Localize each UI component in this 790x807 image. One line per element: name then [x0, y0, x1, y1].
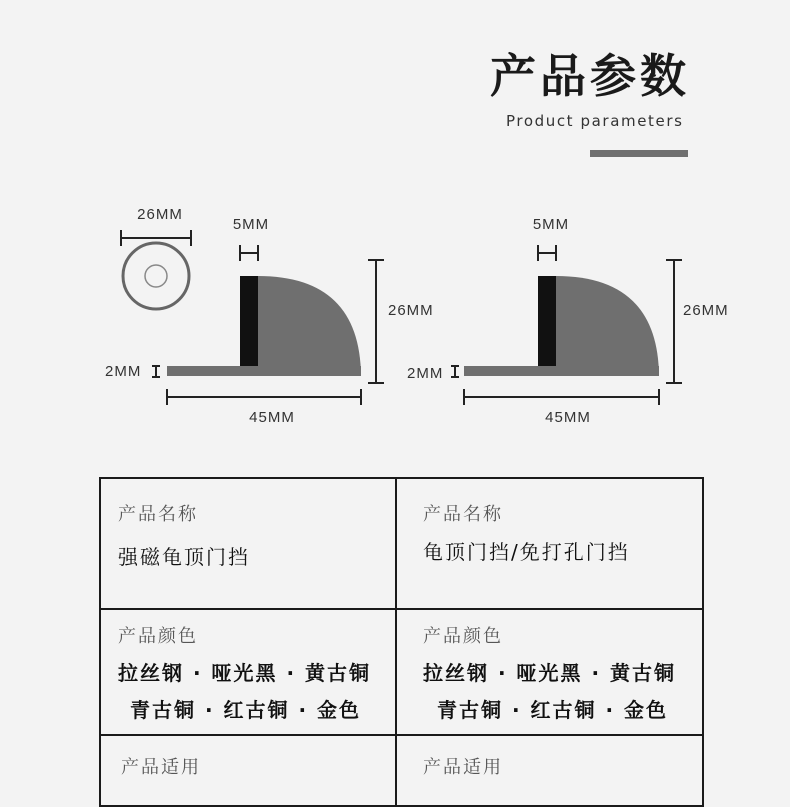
color-label-right: 产品颜色	[423, 626, 503, 647]
color-label-left: 产品颜色	[118, 626, 198, 647]
right-thickness-label: 5MM	[532, 216, 570, 233]
right-height-label: 26MM	[683, 302, 729, 319]
left-profile	[105, 216, 434, 426]
top-view-circle	[121, 206, 191, 309]
table-row-divider	[99, 734, 704, 736]
right-base-label: 2MM	[407, 365, 444, 382]
right-length-label: 45MM	[545, 409, 591, 426]
name-label-right: 产品名称	[423, 504, 503, 525]
color-line2-right: 青古铜 · 红古铜 · 金色	[437, 698, 669, 722]
table-row-divider	[99, 608, 704, 610]
color-line2-left: 青古铜 · 红古铜 · 金色	[130, 698, 362, 722]
left-height-label: 26MM	[388, 302, 434, 319]
color-line1-right: 拉丝钢 · 哑光黑 · 黄古铜	[423, 661, 677, 685]
left-thickness-label: 5MM	[232, 216, 270, 233]
left-base-label: 2MM	[105, 363, 142, 380]
right-profile	[407, 216, 729, 426]
left-length-label: 45MM	[249, 409, 295, 426]
table-column-divider	[395, 477, 397, 807]
name-value-left: 强磁龟顶门挡	[118, 545, 250, 569]
name-value-right: 龟顶门挡/免打孔门挡	[423, 540, 630, 564]
circle-diameter-label: 26MM	[137, 206, 183, 223]
page-subtitle: Product parameters	[506, 112, 684, 130]
usage-label-left: 产品适用	[121, 757, 201, 778]
color-line1-left: 拉丝钢 · 哑光黑 · 黄古铜	[118, 661, 372, 685]
usage-label-right: 产品适用	[423, 757, 503, 778]
page-title: 产品参数	[490, 49, 690, 103]
name-label-left: 产品名称	[118, 504, 198, 525]
